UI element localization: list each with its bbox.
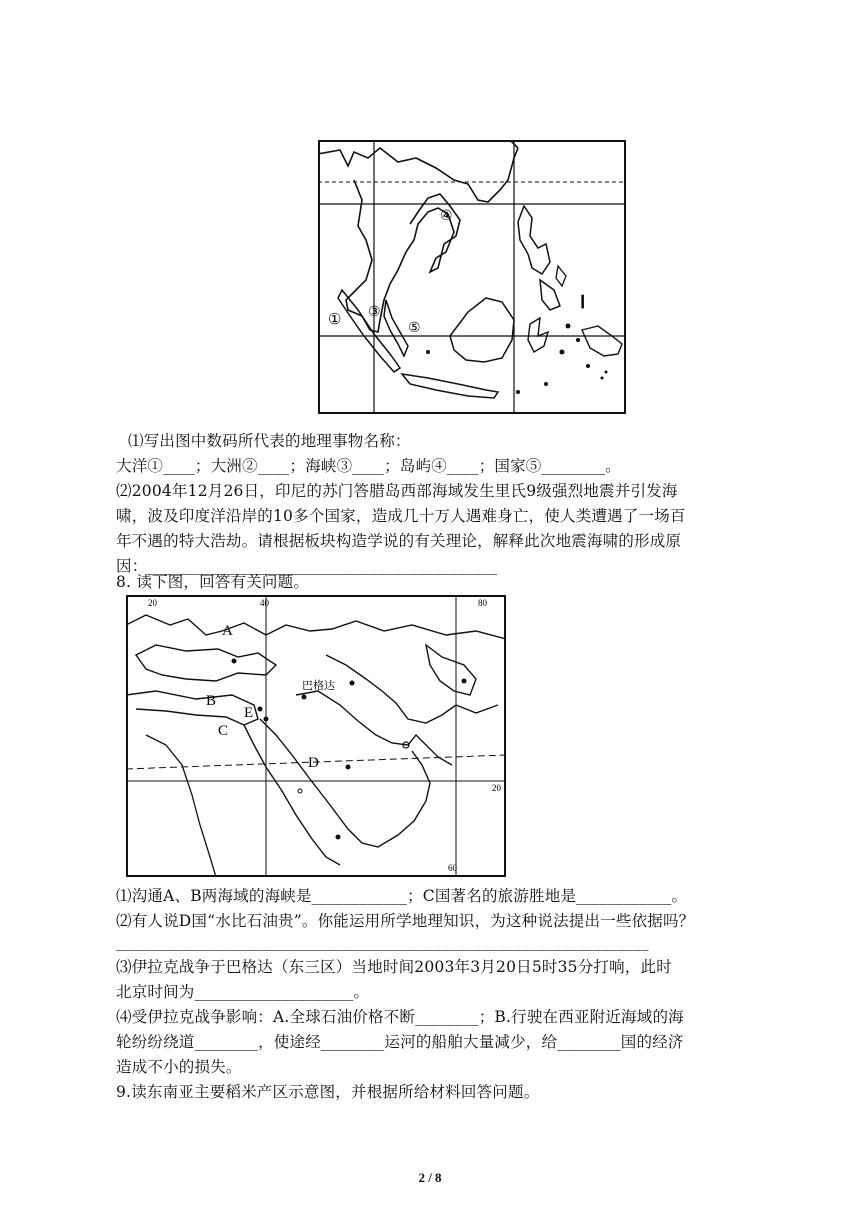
q8-part3-line2: 北京时间为____________________。: [116, 983, 370, 1001]
map2-label-b: B: [206, 693, 217, 709]
southeast-asia-map: [318, 140, 626, 414]
q7-part2-line1: ⑵2004年12月26日，印尼的苏门答腊岛西部海域发生里氏9级强烈地震并引发海: [116, 482, 678, 500]
map2-label-a: A: [222, 623, 233, 639]
map1-label-4: ④: [440, 209, 453, 224]
q8-part3-line1: ⑶伊拉克战争于巴格达（东三区）当地时间2003年3月20日5时35分打响，此时: [116, 958, 672, 976]
q8-part4-line3: 造成不小的损失。: [116, 1058, 242, 1076]
q7-part1-prompt: ⑴写出图中数码所代表的地理事物名称：: [128, 432, 411, 450]
q8-part2: ⑵有人说D国“水比石油贵”。你能运用所学地理知识，为这种说法提出一些依据吗？: [116, 912, 695, 930]
q7-part2-line4: 因：____________________________________________: [116, 557, 498, 575]
q7-part2-line2: 啸，波及印度洋沿岸的10多个国家，造成几十万人遇难身亡，使人类遭遇了一场百: [116, 507, 686, 525]
map2-label-lon20: 20: [148, 598, 157, 608]
map2-label-lon40: 40: [260, 598, 269, 608]
q8-part4-line2: 轮纷纷绕道________，使途经________运河的船舶大量减少，给________国的经济: [116, 1033, 684, 1051]
page-number: 2 / 8: [418, 1170, 442, 1185]
q8-part1: ⑴沟通A、B两海域的海峡是____________；C国著名的旅游胜地是____________。: [116, 887, 688, 905]
west-asia-map: [126, 595, 506, 877]
q7-part2-line3: 年不遇的特大浩劫。请根据板块构造学说的有关理论，解释此次地震海啸的形成原: [116, 532, 682, 550]
map2-label-c: C: [218, 723, 229, 739]
map1-label-3: ③: [368, 305, 381, 320]
map2-label-lon60: 60: [448, 863, 457, 873]
q9-heading: 9.读东南亚主要稻米产区示意图，并根据所给材料回答问题。: [116, 1083, 540, 1101]
map2-label-baghdad: 巴格达: [302, 680, 335, 692]
map2-label-d: D: [308, 755, 319, 771]
q7-part1-blanks: 大洋①____；大洲②____；海峡③____；岛屿④____；国家⑤________。: [116, 457, 621, 475]
map1-label-i: Ⅰ: [580, 292, 586, 312]
map1-label-5: ⑤: [408, 321, 421, 336]
q8-part4-line1: ⑷受伊拉克战争影响：A.全球石油价格不断________；B.行驶在西亚附近海域的海: [116, 1008, 684, 1026]
map2-label-e: E: [244, 705, 254, 721]
q8-heading: 8. 读下图，回答有关问题。: [116, 573, 310, 591]
map1-label-1: ①: [328, 312, 342, 328]
map2-label-lon80: 80: [478, 598, 487, 608]
map2-label-lat20: 20: [492, 783, 501, 793]
q8-part2-answer-line: ___________________________________________________________________: [116, 933, 649, 951]
